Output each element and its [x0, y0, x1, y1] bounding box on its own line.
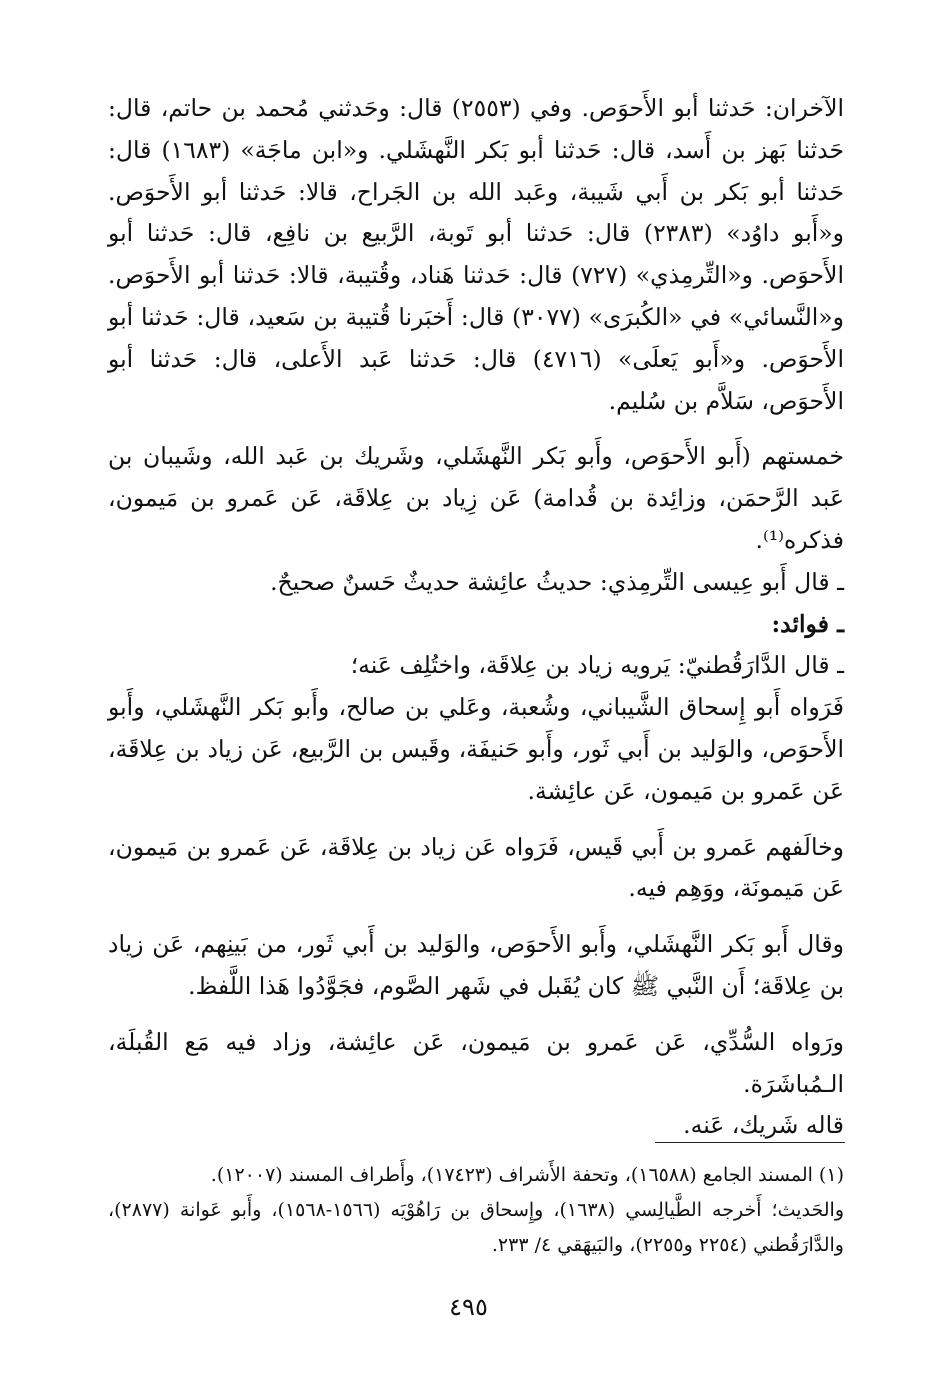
paragraph-chain-summary: خمستهم (أَبو الأَحوَص، وأَبو بَكر النَّهشَلي، وشَريك بن عَبد الله، وشَيبان بن عَبد الرَّحمَن، وزائِدة بن قُدامة) عَن زِياد بن عِلاقَة، عَن عَمرو بن مَيمون، فذكره⁽¹⁾.	[108, 442, 844, 554]
paragraph-narrators: فَرَواه أَبو إِسحاق الشَّيباني، وشُعبة، وعَلي بن صالح، وأَبو بَكر النَّهشَلي، وأَبو الأَحوَص، والوَليد بن أَبي ثَور، وأَبو حَنيفَة، وقَيس بن الرَّبيع، عَن زياد بن عِلاقَة، عَن عَمرو بن مَيمون، عَن عائِشة.	[108, 693, 844, 805]
paragraph-wording: وقال أَبو بَكر النَّهشَلي، وأَبو الأَحوَص، والوَليد بن أَبي ثَور، من بَينِهم، عَن زياد بن عِلاقَة؛ أَن النَّبي ﷺ كان يُقَبل في شَهر الصَّوم، فجَوَّدُوا هَذا اللَّفظ.	[108, 930, 844, 1000]
footnote-1-continuation: والحَديث؛ أَخرجه الطَّيالِسي (١٦٣٨)، وإِسحاق بن رَاهُوْيَه (١٥٦٦-١٥٦٨)، وأَبو عَوانة (٢٨٧٧)، والدَّارَقُطني (٢٢٥٤ و٢٢٥٥)، والبَيهَقي ٤/ ٢٣٣.	[108, 1199, 844, 1256]
paragraph-sharik: قاله شَريك، عَنه.	[683, 1111, 844, 1140]
paragraph-disagreement: وخالَفهم عَمرو بن أَبي قَيس، فَرَواه عَن زياد بن عِلاقَة، عَن عَمرو بن مَيمون، عَن مَيمونَة، ووَهِم فيه.	[108, 832, 844, 903]
section-heading-benefits: ـ فوائد:	[771, 609, 844, 638]
footnotes	[108, 1158, 844, 1263]
paragraph-sources: الآخران: حَدثنا أبو الأَحوَص. وفي (٢٥٥٣) قال: وحَدثني مُحمد بن حاتم، قال: حَدثنا بَهز بن أَسد، قال: حَدثنا أبو بَكر النَّهشَلي. و«ابن ماجَة» (١٦٨٣) قال: حَدثنا أبو بَكر بن أَبي شَيبة، وعَبد الله بن الجَراح، قالا: حَدثنا أبو الأَحوَص. و«أَبو داوُد» (٢٣٨٣) قال: حَدثنا أبو تَوبة، الرَّبيع بن نافِع، قال: حَدثنا أبو الأَحوَص. و«التِّرمِذي» (٧٢٧) قال: حَدثنا هَناد، وقُتيبة، قالا: حَدثنا أبو الأَحوَص. و«النَّسائي» في «الكُبرَى» (٣٠٧٧) قال: أَخبَرنا قُتيبة بن سَعيد، قال: حَدثنا أبو الأَحوَص. و«أَبو يَعلَى» (٤٧١٦) قال: حَدثنا عَبد الأَعلى، قال: حَدثنا أبو الأَحوَص، سَلاَّم بن سُليم.	[108, 94, 844, 415]
page-number: ٤٩٥	[449, 1293, 488, 1321]
paragraph-daraqutni: ـ قال الدَّارَقُطنيّ: يَرويه زياد بن عِلاقَة، واختُلِف عَنه؛	[350, 651, 844, 680]
paragraph-tirmidhi-verdict: ـ قال أَبو عِيسى التِّرمِذي: حديثُ عائِشة حديثٌ حَسنٌ صحيحٌ.	[270, 567, 844, 596]
main-text	[108, 88, 844, 1147]
footnote-1: (١) المسند الجامع (١٦٥٨٨)، وتحفة الأَشراف (١٧٤٢٣)، وأَطراف المسند (١٢٠٠٧).	[210, 1164, 844, 1186]
paragraph-suddi: ورَواه السُّدِّي، عَن عَمرو بن مَيمون، عَن عائِشة، وزاد فيه مَع القُبلَة، الـمُباشَرَة.	[108, 1027, 844, 1098]
footnote-separator	[655, 1142, 845, 1143]
